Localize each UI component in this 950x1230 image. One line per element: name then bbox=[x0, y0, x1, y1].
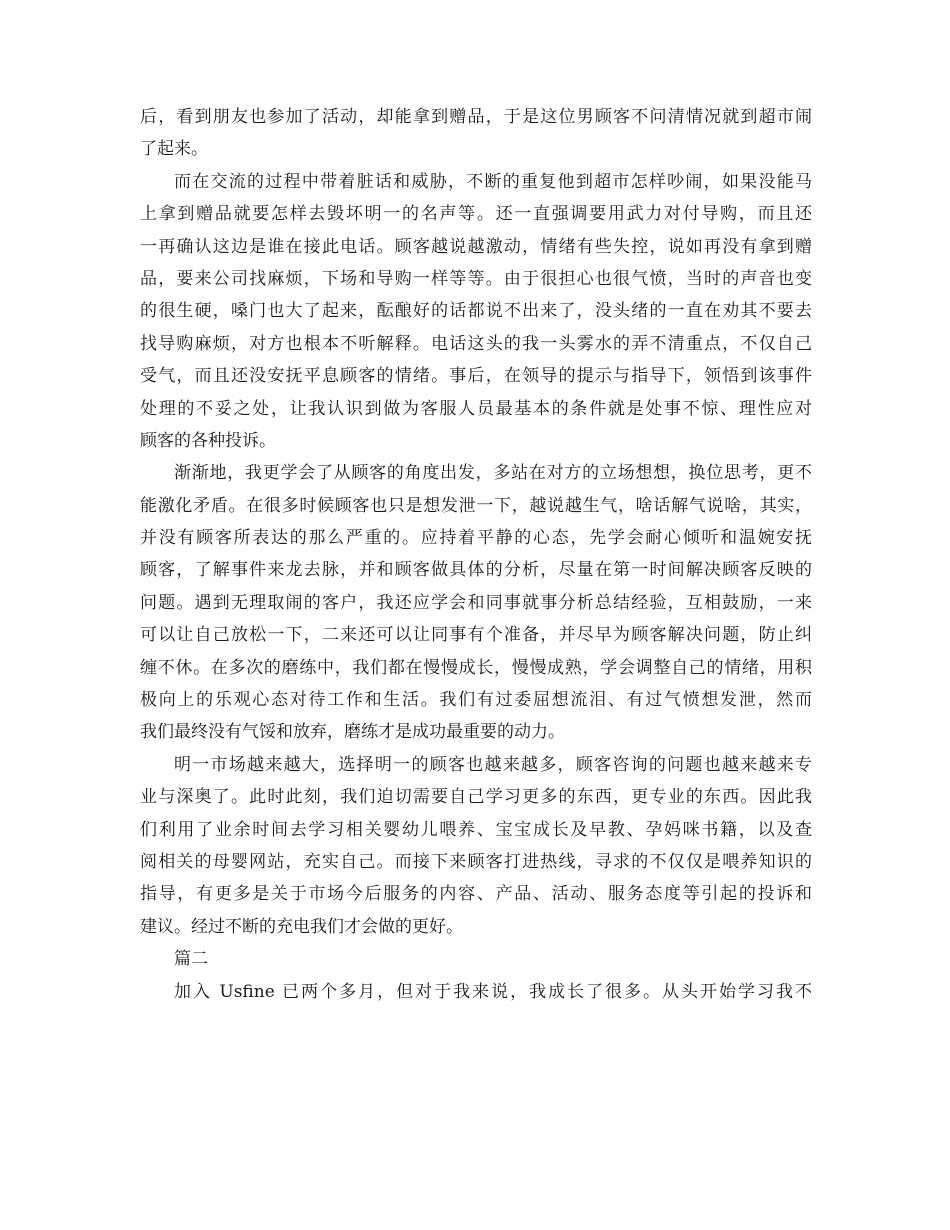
text-line: 指导，有更多是关于市场今后服务的内容、产品、活动、服务态度等引起的投诉和 bbox=[140, 884, 812, 905]
section-heading bbox=[140, 943, 812, 975]
text-line: 业与深奥了。此时此刻，我们迫切需要自己学习更多的东西，更专业的东西。因此我 bbox=[140, 787, 812, 808]
text-line: 顾客，了解事件来龙去脉，并和顾客做具体的分析，尽量在第一时间解决顾客反映的 bbox=[140, 560, 812, 581]
text-line: 了起来。 bbox=[140, 139, 208, 160]
text-line: 能激化矛盾。在很多时候顾客也只是想发泄一下，越说越生气，啥话解气说啥，其实， bbox=[140, 495, 812, 516]
text-line: 缠不休。在多次的磨练中，我们都在慢慢成长，慢慢成熟，学会调整自己的情绪，用积 bbox=[140, 657, 812, 678]
text-line: 渐渐地，我更学会了从顾客的角度出发，多站在对方的立场想想，换位思考，更不 bbox=[174, 463, 812, 484]
text-line: 后，看到朋友也参加了活动，却能拿到赠品，于是这位男顾客不问清情况就到超市闹 bbox=[140, 107, 812, 127]
paragraph bbox=[140, 166, 812, 458]
text-line: 品，要来公司找麻烦，下场和导购一样等等。由于很担心也很气愤，当时的声音也变 bbox=[140, 268, 812, 289]
text-line: 可以让自己放松一下，二来还可以让同事有个准备，并尽早为顾客解决问题，防止纠 bbox=[140, 625, 812, 646]
paragraph bbox=[140, 749, 812, 943]
paragraph bbox=[140, 101, 812, 166]
text-line: 上拿到赠品就要怎样去毁坏明一的名声等。还一直强调要用武力对付导购，而且还 bbox=[140, 204, 812, 225]
text-line: 问题。遇到无理取闹的客户，我还应学会和同事就事分析总结经验，互相鼓励，一来 bbox=[140, 592, 812, 613]
text-line: 明一市场越来越大，选择明一的顾客也越来越多，顾客咨询的问题也越来越来专 bbox=[174, 754, 812, 775]
text-line: 的很生硬，嗓门也大了起来，酝酿好的话都说不出来了，没头绪的一直在劝其不要去 bbox=[140, 301, 812, 322]
text-line: 而在交流的过程中带着脏话和威胁，不断的重复他到超市怎样吵闹，如果没能马 bbox=[174, 171, 812, 192]
text-line: 顾客的各种投诉。 bbox=[140, 430, 276, 451]
text-line: 篇二 bbox=[174, 949, 208, 970]
text-line: 并没有顾客所表达的那么严重的。应持着平静的心态，先学会耐心倾听和温婉安抚 bbox=[140, 528, 812, 549]
text-line: 建议。经过不断的充电我们才会做的更好。 bbox=[140, 916, 463, 937]
text-line: 们利用了业余时间去学习相关婴幼儿喂养、宝宝成长及早教、孕妈咪书籍，以及查 bbox=[140, 819, 812, 840]
paragraph bbox=[140, 976, 812, 1008]
text-line: 阅相关的母婴网站，充实自己。而接下来顾客打进热线，寻求的不仅仅是喂养知识的 bbox=[140, 851, 812, 872]
text-line: 加入 Usfine 已两个多月，但对于我来说，我成长了很多。从头开始学习我不 bbox=[174, 981, 812, 1002]
text-line: 受气，而且还没安抚平息顾客的情绪。事后，在领导的提示与指导下，领悟到该事件 bbox=[140, 366, 812, 387]
text-line: 处理的不妥之处，让我认识到做为客服人员最基本的条件就是处事不惊、理性应对 bbox=[140, 398, 812, 419]
text-line: 一再确认这边是谁在接此电话。顾客越说越激动，情绪有些失控，说如再没有拿到赠 bbox=[140, 236, 812, 257]
text-line: 我们最终没有气馁和放弃，磨练才是成功最重要的动力。 bbox=[140, 722, 565, 743]
text-line: 找导购麻烦，对方也根本不听解释。电话这头的我一头雾水的弄不清重点，不仅自己 bbox=[140, 333, 812, 354]
text-line: 极向上的乐观心态对待工作和生活。我们有过委屈想流泪、有过气愤想发泄，然而 bbox=[140, 690, 812, 711]
paragraph bbox=[140, 457, 812, 749]
document-page bbox=[140, 101, 812, 1008]
